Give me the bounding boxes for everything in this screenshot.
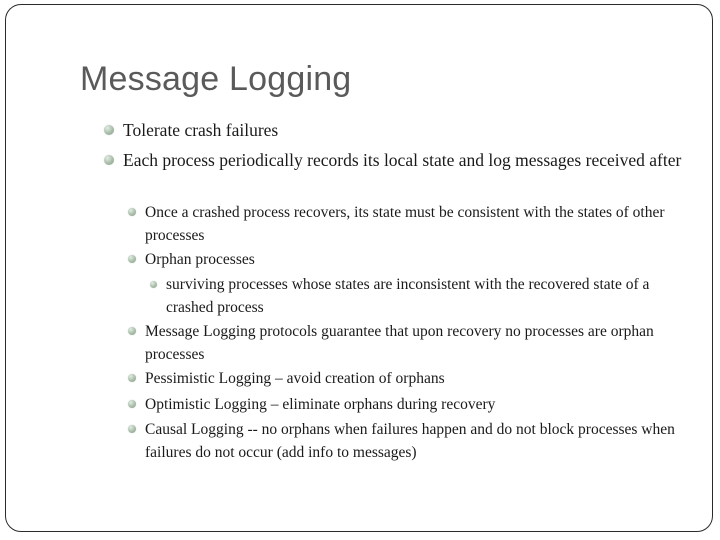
bullet-text: surviving processes whose states are inconsistent with the recovered state of a crashed process [166,276,650,316]
bullet-item [150,273,675,319]
bullet-item [104,117,684,143]
bullet-icon [128,425,136,433]
bullet-item [128,201,678,247]
bullet-icon [128,208,136,216]
bullet-icon [150,281,157,288]
bullet-item [128,393,688,416]
bullet-text: Each process periodically records its local state and log messages received after [123,150,682,170]
bullet-text: Pessimistic Logging – avoid creation of orphans [145,370,445,387]
bullet-item [128,367,688,390]
bullet-item [128,248,678,271]
bullet-text: Causal Logging -- no orphans when failures happen and do not block processes when failures do not occur (add info to messages) [145,421,675,461]
slide-title: Message Logging [80,60,352,98]
bullet-icon [128,400,136,408]
bullet-text: Orphan processes [145,251,255,268]
bullet-text: Once a crashed process recovers, its state must be consistent with the states of other processes [145,204,665,244]
bullet-icon [128,374,136,382]
bullet-text: Tolerate crash failures [123,120,279,140]
bullet-icon [128,255,136,263]
bullet-item [128,320,688,366]
bullet-text: Message Logging protocols guarantee that upon recovery no processes are orphan processes [145,323,654,363]
bullet-icon [104,155,114,165]
bullet-icon [128,327,136,335]
bullet-icon [104,125,114,135]
bullet-item [104,147,689,173]
bullet-text: Optimistic Logging – eliminate orphans during recovery [145,396,496,413]
bullet-item [128,418,688,464]
